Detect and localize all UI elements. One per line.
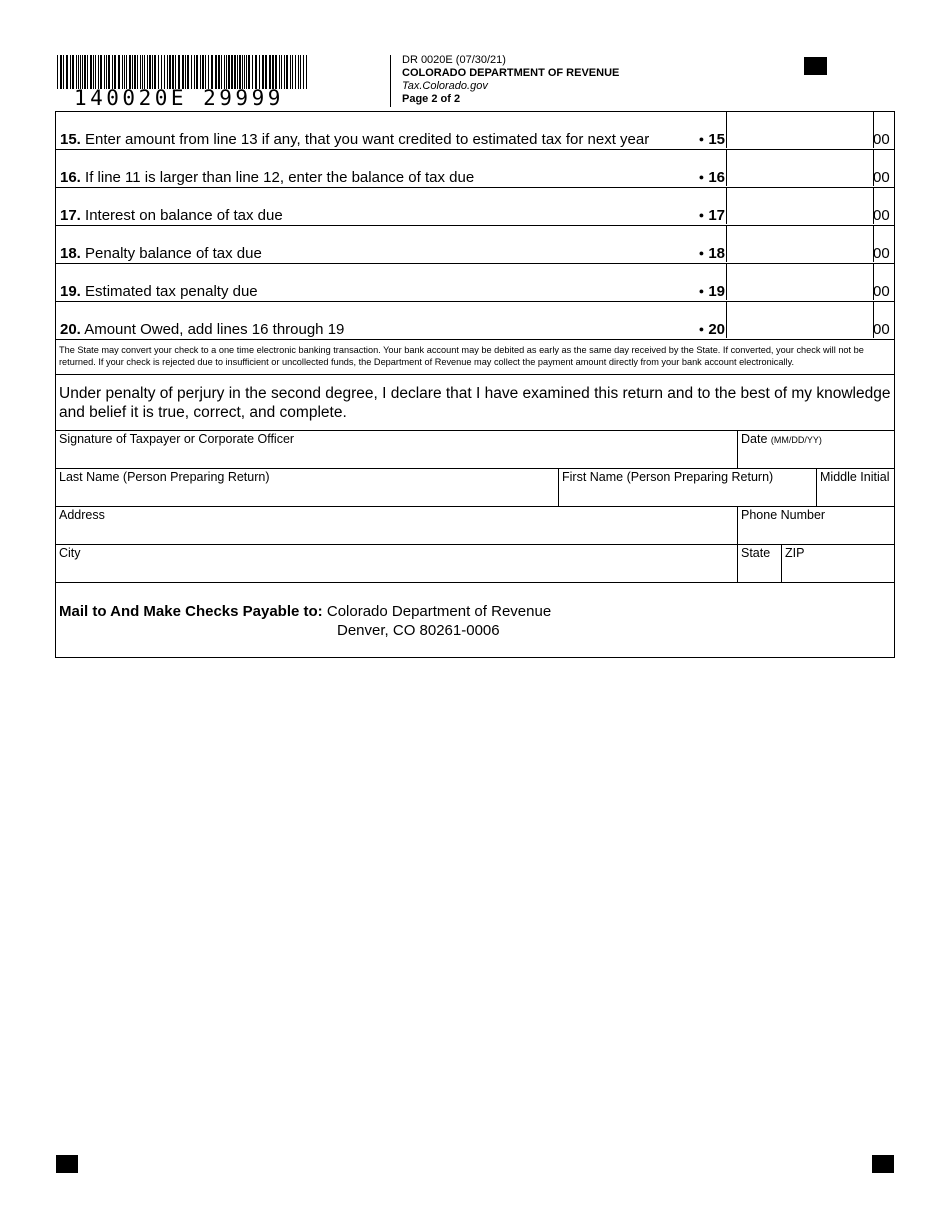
line-cents: 00 xyxy=(873,321,890,338)
barcode-bar xyxy=(275,55,277,89)
barcode-bar xyxy=(185,55,186,89)
bullet-icon: ● xyxy=(698,134,705,144)
barcode-bar xyxy=(237,55,238,89)
header-divider xyxy=(390,55,391,107)
barcode-bar xyxy=(66,55,68,89)
address-label: Address xyxy=(59,508,105,522)
barcode xyxy=(57,55,309,89)
city-field[interactable] xyxy=(56,545,738,582)
barcode-bar xyxy=(161,55,162,89)
barcode-bar xyxy=(104,55,105,89)
mail-label: Mail to And Make Checks Payable to: xyxy=(59,603,323,620)
barcode-bar xyxy=(242,55,243,89)
line-text: If line 11 is larger than line 12, enter the balance of tax due xyxy=(85,169,475,186)
barcode-bar xyxy=(167,55,168,89)
barcode-bar xyxy=(178,55,180,89)
line-reference xyxy=(699,283,725,300)
barcode-bar xyxy=(187,55,189,89)
barcode-bar xyxy=(281,55,282,89)
barcode-bar xyxy=(98,55,99,89)
line-description xyxy=(60,207,283,224)
barcode-bar xyxy=(124,55,125,89)
barcode-bar xyxy=(259,55,260,89)
bullet-icon: ● xyxy=(698,172,705,182)
page-number: Page 2 of 2 xyxy=(402,93,461,105)
middle-initial-label: Middle Initial xyxy=(820,470,890,484)
barcode-bar xyxy=(196,55,198,89)
middle-initial-field[interactable] xyxy=(816,469,894,506)
barcode-bar xyxy=(63,55,64,89)
zip-label: ZIP xyxy=(785,546,805,560)
mail-address: Denver, CO 80261-0006 xyxy=(337,622,500,639)
registration-mark-top xyxy=(804,57,827,75)
line-text: Interest on balance of tax due xyxy=(85,207,283,224)
barcode-bar xyxy=(239,55,241,89)
barcode-bar xyxy=(106,55,107,89)
barcode-bar xyxy=(284,55,285,89)
barcode-bar xyxy=(191,55,192,89)
line-ref-number: 17 xyxy=(708,207,725,224)
barcode-bar xyxy=(93,55,94,89)
barcode-bar xyxy=(95,55,96,89)
city-row xyxy=(56,545,894,583)
line-20-amount-input[interactable] xyxy=(726,302,874,338)
barcode-bar xyxy=(118,55,120,89)
barcode-bar xyxy=(134,55,136,89)
form-id: DR 0020E (07/30/21) xyxy=(402,54,506,66)
barcode-bar xyxy=(211,55,213,89)
address-field[interactable] xyxy=(56,507,738,544)
line-cents: 00 xyxy=(873,207,890,224)
line-ref-number: 16 xyxy=(708,169,725,186)
bullet-icon: ● xyxy=(698,286,705,296)
barcode-bar xyxy=(208,55,209,89)
line-ref-number: 19 xyxy=(708,283,725,300)
barcode-bar xyxy=(224,55,225,89)
date-field[interactable] xyxy=(737,431,894,468)
last-name-label: Last Name (Person Preparing Return) xyxy=(59,470,270,484)
zip-field[interactable] xyxy=(781,545,894,582)
line-cents: 00 xyxy=(873,169,890,186)
electronic-check-notice: The State may convert your check to a one time electronic banking transaction. Your bank account may be debited as early as the same day received by the State. If converted, your check will not be returned. If your check is rejected due to insufficient or uncollected funds, the Department of Revenue may collect the payment amount directly from your bank account electronically. xyxy=(56,340,894,375)
mail-line-1 xyxy=(59,603,551,620)
barcode-bar xyxy=(182,55,184,89)
header-info xyxy=(402,54,619,106)
line-reference xyxy=(699,207,725,224)
barcode-bar xyxy=(132,55,133,89)
barcode-bar xyxy=(114,55,116,89)
perjury-declaration: Under penalty of perjury in the second degree, I declare that I have examined this return and to the best of my knowledge and belief it is true, correct, and complete. xyxy=(56,375,894,431)
line-ref-number: 20 xyxy=(708,321,725,338)
barcode-bar xyxy=(140,55,141,89)
barcode-bar xyxy=(60,55,62,89)
line-19-row xyxy=(56,264,894,302)
barcode-bar xyxy=(129,55,131,89)
signature-row xyxy=(56,431,894,469)
barcode-bar xyxy=(175,55,176,89)
barcode-bar xyxy=(144,55,145,89)
bullet-icon: ● xyxy=(698,324,705,334)
barcode-bar xyxy=(228,55,230,89)
line-number: 20. xyxy=(60,321,81,338)
barcode-bar xyxy=(112,55,113,89)
state-field[interactable] xyxy=(737,545,782,582)
line-text: Enter amount from line 13 if any, that you want credited to estimated tax for next year xyxy=(85,131,650,148)
line-number: 16. xyxy=(60,169,81,186)
barcode-bar xyxy=(205,55,206,89)
line-number: 15. xyxy=(60,131,81,148)
line-18-row xyxy=(56,226,894,264)
state-label: State xyxy=(741,546,771,560)
barcode-bar xyxy=(269,55,271,89)
line-19-amount-input[interactable] xyxy=(726,264,874,300)
barcode-bar xyxy=(164,55,165,89)
phone-label: Phone Number xyxy=(741,508,826,522)
signature-label: Signature of Taxpayer or Corporate Officer xyxy=(59,432,295,446)
line-15-row xyxy=(56,112,894,150)
line-description xyxy=(60,169,474,186)
line-ref-number: 15 xyxy=(708,131,725,148)
barcode-bar xyxy=(218,55,220,89)
line-reference xyxy=(699,245,725,262)
line-reference xyxy=(699,131,725,148)
barcode-bar xyxy=(306,55,307,89)
barcode-bar xyxy=(231,55,233,89)
line-description xyxy=(60,131,649,148)
barcode-bar xyxy=(215,55,217,89)
barcode-bar xyxy=(76,55,77,89)
barcode-bar xyxy=(147,55,148,89)
line-15-amount-input[interactable] xyxy=(726,112,874,148)
barcode-bar xyxy=(200,55,201,89)
line-number: 18. xyxy=(60,245,81,262)
barcode-bar xyxy=(122,55,123,89)
barcode-bar xyxy=(149,55,151,89)
line-reference xyxy=(699,321,725,338)
barcode-bar xyxy=(286,55,288,89)
barcode-bar xyxy=(137,55,138,89)
signature-field[interactable] xyxy=(56,431,738,468)
website: Tax.Colorado.gov xyxy=(402,80,488,92)
registration-mark-bottom-left xyxy=(56,1155,78,1173)
line-description xyxy=(60,245,262,262)
line-text: Estimated tax penalty due xyxy=(85,283,258,300)
barcode-bar xyxy=(272,55,274,89)
barcode-bar xyxy=(72,55,74,89)
barcode-bar xyxy=(303,55,304,89)
barcode-bar xyxy=(172,55,174,89)
barcode-bar xyxy=(226,55,227,89)
department-name: COLORADO DEPARTMENT OF REVENUE xyxy=(402,67,620,79)
line-ref-number: 18 xyxy=(708,245,725,262)
last-name-field[interactable] xyxy=(56,469,559,506)
barcode-bar xyxy=(194,55,195,89)
barcode-bar xyxy=(202,55,204,89)
barcode-bar xyxy=(244,55,245,89)
city-label: City xyxy=(59,546,81,560)
line-cents: 00 xyxy=(873,131,890,148)
barcode-bar xyxy=(295,55,296,89)
mailing-instructions xyxy=(56,583,894,657)
date-label: Date xyxy=(741,432,768,446)
barcode-bar xyxy=(154,55,156,89)
line-text: Amount Owed, add lines 16 through 19 xyxy=(84,321,345,338)
address-row xyxy=(56,507,894,545)
barcode-bar xyxy=(300,55,301,89)
barcode-bar xyxy=(108,55,110,89)
mail-recipient: Colorado Department of Revenue xyxy=(326,603,552,620)
barcode-bar xyxy=(126,55,127,89)
barcode-bar xyxy=(87,55,88,89)
barcode-bar xyxy=(262,55,264,89)
line-20-row xyxy=(56,302,894,340)
barcode-bar xyxy=(90,55,92,89)
first-name-field[interactable] xyxy=(558,469,816,506)
barcode-bar xyxy=(279,55,280,89)
bullet-icon: ● xyxy=(698,248,705,258)
barcode-bar xyxy=(80,55,81,89)
line-number: 19. xyxy=(60,283,81,300)
preparer-row xyxy=(56,469,894,507)
line-16-row xyxy=(56,150,894,188)
barcode-bar xyxy=(78,55,79,89)
line-number: 17. xyxy=(60,207,81,224)
barcode-bar xyxy=(142,55,143,89)
barcode-bar xyxy=(100,55,102,89)
registration-mark-bottom-right xyxy=(872,1155,894,1173)
barcode-bar xyxy=(169,55,171,89)
line-cents: 00 xyxy=(873,283,890,300)
barcode-number: 140020E 29999 xyxy=(74,86,284,110)
line-cents: 00 xyxy=(873,245,890,262)
barcode-bar xyxy=(57,55,58,89)
barcode-bar xyxy=(84,55,86,89)
line-18-amount-input[interactable] xyxy=(726,226,874,262)
date-format: (MM/DD/YY) xyxy=(770,435,822,445)
barcode-bar xyxy=(152,55,153,89)
bullet-icon: ● xyxy=(698,210,705,220)
form-body xyxy=(55,111,895,658)
line-description xyxy=(60,321,344,338)
line-17-row xyxy=(56,188,894,226)
first-name-label: First Name (Person Preparing Return) xyxy=(562,470,774,484)
line-description xyxy=(60,283,258,300)
line-17-amount-input[interactable] xyxy=(726,188,874,224)
line-16-amount-input[interactable] xyxy=(726,150,874,186)
barcode-bar xyxy=(255,55,257,89)
barcode-bar xyxy=(248,55,250,89)
barcode-bar xyxy=(234,55,236,89)
barcode-bar xyxy=(82,55,83,89)
barcode-bar xyxy=(158,55,159,89)
line-text: Penalty balance of tax due xyxy=(85,245,262,262)
barcode-bar xyxy=(221,55,222,89)
line-reference xyxy=(699,169,725,186)
form-header xyxy=(0,0,950,112)
barcode-bar xyxy=(265,55,267,89)
barcode-bar xyxy=(298,55,299,89)
barcode-bar xyxy=(246,55,247,89)
barcode-bar xyxy=(70,55,71,89)
barcode-bar xyxy=(252,55,253,89)
barcode-bar xyxy=(292,55,293,89)
barcode-bar xyxy=(290,55,291,89)
phone-field[interactable] xyxy=(737,507,894,544)
